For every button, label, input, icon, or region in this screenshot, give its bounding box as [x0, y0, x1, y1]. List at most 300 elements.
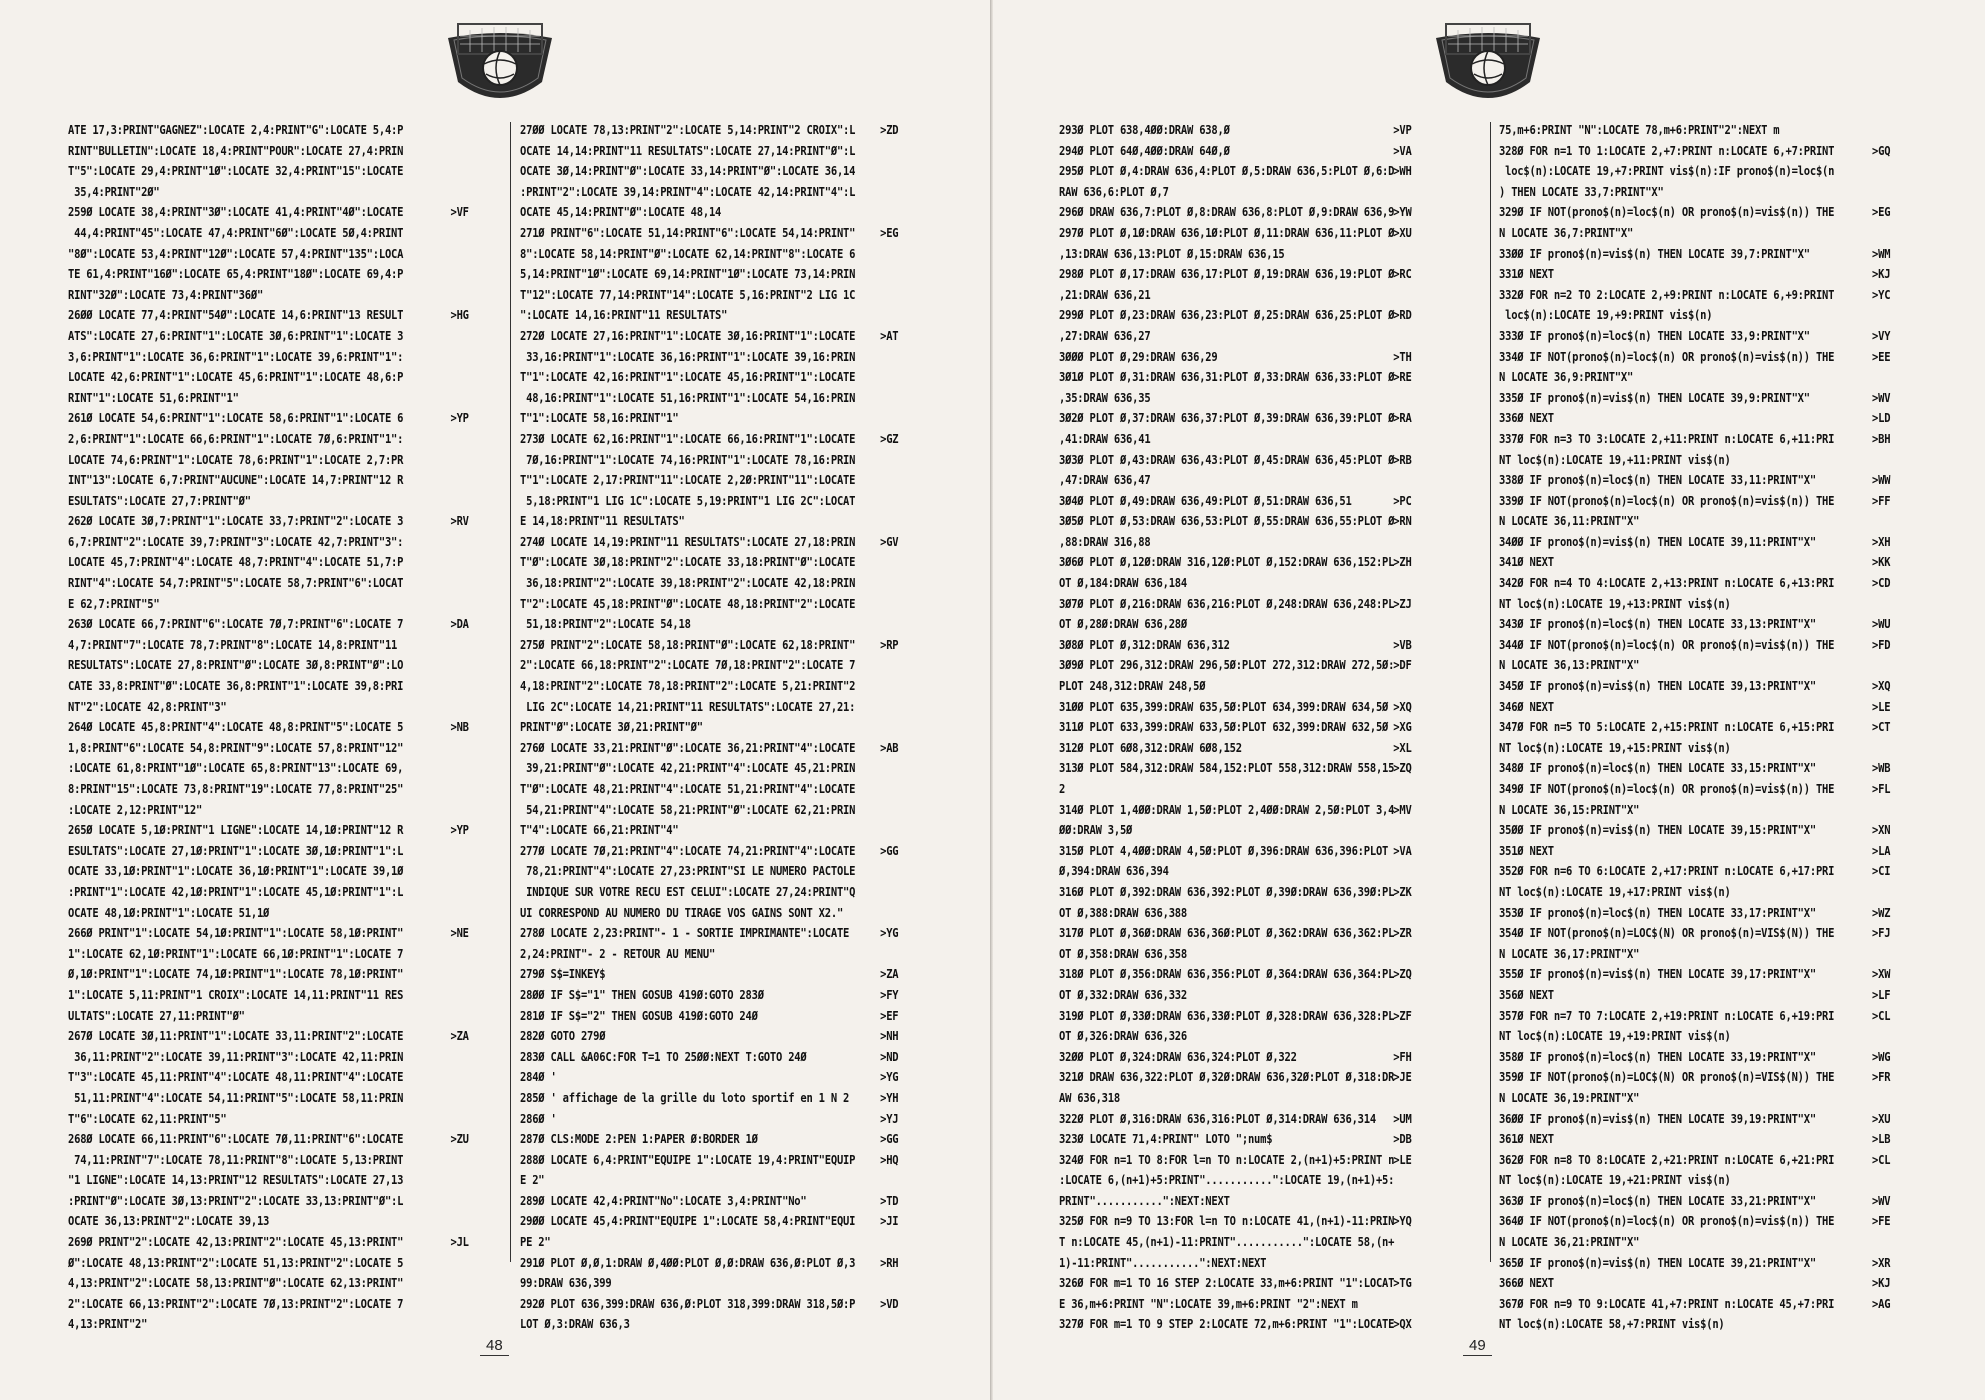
- code-line: [1059, 408, 1412, 429]
- code-text: OT Ø,358:DRAW 636,358: [1059, 946, 1188, 961]
- checksum-code: >GQ: [1872, 143, 1891, 158]
- code-text: 282Ø GOTO 279Ø: [520, 1029, 606, 1044]
- code-text: T"2":LOCATE 45,18:PRINT"Ø":LOCATE 48,18:PRINT"2":LOCATE: [520, 596, 856, 611]
- code-text: 4,13:PRINT"2":LOCATE 58,13:PRINT"Ø":LOCATE 62,13:PRINT": [68, 1276, 404, 1291]
- checksum-code: >YC: [1872, 287, 1891, 302]
- code-line: [1059, 800, 1412, 821]
- code-line: [68, 1026, 469, 1047]
- checksum-code: >VA: [1393, 843, 1412, 858]
- code-text: 1":LOCATE 5,11:PRINT"1 CROIX":LOCATE 14,11:PRINT"11 RES: [68, 987, 404, 1002]
- code-text: N LOCATE 36,9:PRINT"X": [1499, 370, 1634, 385]
- code-line: [1499, 594, 1890, 615]
- code-line: [520, 1314, 898, 1335]
- code-line: [68, 429, 469, 450]
- code-line: [68, 820, 469, 841]
- code-text: 259Ø LOCATE 38,4:PRINT"3Ø":LOCATE 41,4:PRINT"4Ø":LOCATE: [68, 205, 404, 220]
- code-text: 4,7:PRINT"7":LOCATE 78,7:PRINT"8":LOCATE 14,8:PRINT"11: [68, 637, 398, 652]
- code-text: 8":LOCATE 58,14:PRINT"Ø":LOCATE 62,14:PRINT"8":LOCATE 6: [520, 246, 856, 261]
- checksum-code: >HG: [450, 308, 469, 323]
- checksum-code: >XL: [1393, 740, 1412, 755]
- code-text: TE 61,4:PRINT"16Ø":LOCATE 65,4:PRINT"18Ø":LOCATE 69,4:P: [68, 267, 404, 282]
- code-text: T"Ø":LOCATE 3Ø,18:PRINT"2":LOCATE 33,18:PRINT"Ø":LOCATE: [520, 555, 856, 570]
- code-text: "8Ø":LOCATE 53,4:PRINT"12Ø":LOCATE 57,4:PRINT"135":LOCA: [68, 246, 404, 261]
- code-line: [1059, 223, 1412, 244]
- code-text: 28ØØ IF S$="1" THEN GOSUB 419Ø:GOTO 283Ø: [520, 987, 764, 1002]
- code-text: 366Ø NEXT: [1499, 1276, 1554, 1291]
- code-line: [68, 861, 469, 882]
- code-line: [520, 800, 898, 821]
- code-text: 325Ø FOR n=9 TO 13:FOR l=n TO n:LOCATE 41,(n+1)-11:PRIN: [1059, 1214, 1395, 1229]
- code-text: 291Ø PLOT Ø,Ø,1:DRAW Ø,4ØØ:PLOT Ø,Ø:DRAW 636,Ø:PLOT Ø,3: [520, 1255, 856, 1270]
- code-line: [520, 202, 898, 223]
- code-line: [1499, 552, 1890, 573]
- code-text: ,27:DRAW 636,27: [1059, 328, 1151, 343]
- checksum-code: >WM: [1872, 246, 1891, 261]
- code-line: [1499, 779, 1890, 800]
- code-line: [520, 861, 898, 882]
- checksum-code: >EG: [1872, 205, 1891, 220]
- code-line: [1059, 1006, 1412, 1027]
- code-text: 1)-11:PRINT"...........":NEXT:NEXT: [1059, 1255, 1267, 1270]
- code-line: [520, 285, 898, 306]
- code-line: [520, 264, 898, 285]
- code-text: 31ØØ PLOT 635,399:DRAW 635,5Ø:PLOT 634,399:DRAW 634,5Ø: [1059, 699, 1389, 714]
- code-text: 4,18:PRINT"2":LOCATE 78,18:PRINT"2":LOCATE 5,21:PRINT"2: [520, 679, 856, 694]
- code-text: T"1":LOCATE 42,16:PRINT"1":LOCATE 45,16:PRINT"1":LOCATE: [520, 370, 856, 385]
- code-line: [1499, 1026, 1890, 1047]
- code-text: 33ØØ IF prono$(n)=vis$(n) THEN LOCATE 39,7:PRINT"X": [1499, 246, 1810, 261]
- code-text: ,47:DRAW 636,47: [1059, 473, 1151, 488]
- code-line: [1059, 120, 1412, 141]
- code-text: 278Ø LOCATE 2,23:PRINT"- 1 - SORTIE IMPRIMANTE":LOCATE: [520, 926, 850, 941]
- code-text: 281Ø IF S$="2" THEN GOSUB 419Ø:GOTO 24Ø: [520, 1008, 758, 1023]
- code-line: [520, 1026, 898, 1047]
- code-line: [1059, 532, 1412, 553]
- code-text: T"4":LOCATE 66,21:PRINT"4": [520, 823, 679, 838]
- code-line: [1059, 697, 1412, 718]
- code-text: OT Ø,388:DRAW 636,388: [1059, 905, 1188, 920]
- code-text: 349Ø IF NOT(prono$(n)=loc$(n) OR prono$(n)=vis$(n)) THE: [1499, 782, 1835, 796]
- checksum-code: >WW: [1872, 473, 1891, 488]
- code-text: AW 636,318: [1059, 1090, 1120, 1105]
- code-text: :LOCATE 61,8:PRINT"1Ø":LOCATE 65,8:PRINT"13":LOCATE 69,: [68, 761, 404, 776]
- code-line: [68, 614, 469, 635]
- code-text: 3Ø8Ø PLOT Ø,312:DRAW 636,312: [1059, 637, 1230, 652]
- code-text: E 14,18:PRINT"11 RESULTATS": [520, 514, 685, 529]
- code-line: [1499, 841, 1890, 862]
- checksum-code: >YG: [880, 926, 899, 941]
- code-line: [520, 305, 898, 326]
- code-line: [1059, 779, 1412, 800]
- code-text: 26ØØ LOCATE 77,4:PRINT"54Ø":LOCATE 14,6:PRINT"13 RESULT: [68, 308, 404, 323]
- checksum-code: >PC: [1393, 493, 1412, 508]
- checksum-code: >EE: [1872, 349, 1891, 364]
- code-text: 333Ø IF prono$(n)=loc$(n) THEN LOCATE 33,9:PRINT"X": [1499, 328, 1810, 343]
- checksum-code: >AT: [880, 328, 899, 343]
- code-line: [1059, 985, 1412, 1006]
- code-line: [1499, 697, 1890, 718]
- code-text: 3ØØØ PLOT Ø,29:DRAW 636,29: [1059, 349, 1218, 364]
- code-line: [520, 1232, 898, 1253]
- code-line: [520, 614, 898, 635]
- code-line: [68, 202, 469, 223]
- code-text: 358Ø IF prono$(n)=loc$(n) THEN LOCATE 33,19:PRINT"X": [1499, 1049, 1816, 1064]
- code-line: [520, 244, 898, 265]
- code-line: [1499, 676, 1890, 697]
- code-text: 367Ø FOR n=9 TO 9:LOCATE 41,+7:PRINT n:LOCATE 45,+7:PRI: [1499, 1296, 1835, 1311]
- code-line: [68, 450, 469, 471]
- code-text: 35ØØ IF prono$(n)=vis$(n) THEN LOCATE 39,15:PRINT"X": [1499, 823, 1816, 838]
- code-line: [1499, 1006, 1890, 1027]
- code-text: 274Ø LOCATE 14,19:PRINT"11 RESULTATS":LOCATE 27,18:PRIN: [520, 534, 856, 549]
- code-text: OCATE 36,13:PRINT"2":LOCATE 39,13: [68, 1214, 270, 1229]
- code-line: [68, 1006, 469, 1027]
- code-text: :LOCATE 2,12:PRINT"12": [68, 802, 203, 817]
- code-text: 35,4:PRINT"2Ø": [68, 184, 160, 199]
- code-text: 337Ø FOR n=3 TO 3:LOCATE 2,+11:PRINT n:LOCATE 6,+11:PRI: [1499, 431, 1835, 446]
- code-line: [1499, 1088, 1890, 1109]
- code-text: 331Ø NEXT: [1499, 267, 1554, 282]
- code-line: [1059, 1067, 1412, 1088]
- code-text: RINT"BULLETIN":LOCATE 18,4:PRINT"POUR":LOCATE 27,4:PRIN: [68, 143, 404, 158]
- code-line: [520, 326, 898, 347]
- code-text: 348Ø IF prono$(n)=loc$(n) THEN LOCATE 33,15:PRINT"X": [1499, 761, 1816, 776]
- code-text: OCATE 48,1Ø:PRINT"1":LOCATE 51,1Ø: [68, 905, 270, 920]
- checksum-code: >TD: [880, 1193, 899, 1208]
- code-line: [68, 552, 469, 573]
- code-text: PRINT"...........":NEXT:NEXT: [1059, 1193, 1230, 1208]
- code-text: 319Ø PLOT Ø,33Ø:DRAW 636,33Ø:PLOT Ø,328:DRAW 636,328:PL: [1059, 1008, 1395, 1023]
- checksum-code: >YG: [880, 1070, 899, 1085]
- checksum-code: >FR: [1872, 1070, 1891, 1085]
- checksum-code: >WG: [1872, 1049, 1891, 1064]
- code-line: [1499, 655, 1890, 676]
- checksum-code: >ZR: [1393, 926, 1412, 941]
- checksum-code: >VY: [1872, 328, 1891, 343]
- code-line: [1059, 903, 1412, 924]
- code-text: 2,6:PRINT"1":LOCATE 66,6:PRINT"1":LOCATE 7Ø,6:PRINT"1":: [68, 431, 404, 446]
- code-line: [1499, 1273, 1890, 1294]
- checksum-code: >YQ: [1393, 1214, 1412, 1229]
- code-text: 3,6:PRINT"1":LOCATE 36,6:PRINT"1":LOCATE 39,6:PRINT"1":: [68, 349, 404, 364]
- code-text: ESULTATS":LOCATE 27,7:PRINT"Ø": [68, 493, 251, 508]
- code-text: 311Ø PLOT 633,399:DRAW 633,5Ø:PLOT 632,399:DRAW 632,5Ø: [1059, 720, 1389, 735]
- code-text: 273Ø LOCATE 62,16:PRINT"1":LOCATE 66,16:PRINT"1":LOCATE: [520, 431, 856, 446]
- checksum-code: >UM: [1393, 1111, 1412, 1126]
- code-text: 4,13:PRINT"2": [68, 1317, 148, 1332]
- checksum-code: >XU: [1393, 225, 1412, 240]
- code-line: [520, 1294, 898, 1315]
- code-line: [1499, 264, 1890, 285]
- code-line: [68, 305, 469, 326]
- code-text: ,21:DRAW 636,21: [1059, 287, 1151, 302]
- code-line: [68, 800, 469, 821]
- code-line: [68, 244, 469, 265]
- code-line: [520, 635, 898, 656]
- code-line: [520, 594, 898, 615]
- code-text: :LOCATE 6,(n+1)+5:PRINT"...........":LOCATE 19,(n+1)+5:: [1059, 1173, 1395, 1188]
- checksum-code: >NE: [450, 926, 469, 941]
- code-text: 335Ø IF prono$(n)=vis$(n) THEN LOCATE 39,9:PRINT"X": [1499, 390, 1810, 405]
- code-text: 316Ø PLOT Ø,392:DRAW 636,392:PLOT Ø,39Ø:DRAW 636,39Ø:PL: [1059, 884, 1395, 899]
- code-text: ATE 17,3:PRINT"GAGNEZ":LOCATE 2,4:PRINT"G":LOCATE 5,4:P: [68, 123, 404, 137]
- code-text: 32ØØ PLOT Ø,324:DRAW 636,324:PLOT Ø,322: [1059, 1049, 1297, 1064]
- checksum-code: >XH: [1872, 534, 1891, 549]
- code-line: [68, 964, 469, 985]
- code-line: [68, 388, 469, 409]
- code-line: [520, 573, 898, 594]
- code-line: [520, 429, 898, 450]
- code-text: T"1":LOCATE 58,16:PRINT"1": [520, 411, 679, 426]
- checksum-code: >LA: [1872, 843, 1891, 858]
- code-line: [1499, 120, 1890, 141]
- code-text: 359Ø IF NOT(prono$(n)=LOC$(N) OR prono$(n)=VIS$(N)) THE: [1499, 1070, 1835, 1085]
- code-text: T n:LOCATE 45,(n+1)-11:PRINT"...........":LOCATE 58,(n+: [1059, 1235, 1395, 1250]
- code-line: [520, 1211, 898, 1232]
- code-text: UI CORRESPOND AU NUMERO DU TIRAGE VOS GAINS SONT X2.": [520, 905, 844, 920]
- code-text: 326Ø FOR m=1 TO 16 STEP 2:LOCATE 33,m+6:PRINT "1":LOCAT: [1059, 1276, 1395, 1291]
- code-line: [1499, 244, 1890, 265]
- code-text: 296Ø DRAW 636,7:PLOT Ø,8:DRAW 636,8:PLOT Ø,9:DRAW 636,9: [1059, 205, 1395, 220]
- checksum-code: >RC: [1393, 267, 1412, 282]
- code-line: [68, 285, 469, 306]
- code-line: [520, 347, 898, 368]
- code-line: [520, 1088, 898, 1109]
- code-text: OT Ø,184:DRAW 636,184: [1059, 576, 1188, 591]
- code-line: [1499, 1232, 1890, 1253]
- code-line: [1499, 985, 1890, 1006]
- code-text: 364Ø IF NOT(prono$(n)=loc$(n) OR prono$(n)=vis$(n)) THE: [1499, 1214, 1835, 1229]
- code-line: [1059, 161, 1412, 182]
- checksum-code: >WZ: [1872, 905, 1891, 920]
- checksum-code: >NH: [880, 1029, 899, 1044]
- code-text: ) THEN LOCATE 33,7:PRINT"X": [1499, 184, 1664, 199]
- checksum-code: >GG: [880, 843, 899, 858]
- code-line: [1059, 1129, 1412, 1150]
- code-text: NT"2":LOCATE 42,8:PRINT"3": [68, 699, 227, 714]
- code-line: [520, 841, 898, 862]
- code-line: [520, 1129, 898, 1150]
- checksum-code: >XR: [1872, 1255, 1891, 1270]
- code-line: [68, 594, 469, 615]
- checksum-code: >ZD: [880, 123, 899, 137]
- code-text: 341Ø NEXT: [1499, 555, 1554, 570]
- code-text: N LOCATE 36,19:PRINT"X": [1499, 1090, 1640, 1105]
- code-text: 334Ø IF NOT(prono$(n)=loc$(n) OR prono$(n)=vis$(n)) THE: [1499, 349, 1835, 364]
- code-line: [1499, 491, 1890, 512]
- code-line: [1499, 820, 1890, 841]
- code-text: CATE 33,8:PRINT"Ø":LOCATE 36,8:PRINT"1":LOCATE 39,8:PRI: [68, 679, 404, 694]
- code-text: 283Ø CALL &A06C:FOR T=1 TO 25ØØ:NEXT T:GOTO 24Ø: [520, 1049, 807, 1064]
- code-line: [68, 1047, 469, 1068]
- code-line: [1499, 717, 1890, 738]
- code-text: 99:DRAW 636,399: [520, 1276, 612, 1291]
- code-text: OCATE 33,1Ø:PRINT"1":LOCATE 36,1Ø:PRINT"1":LOCATE 39,1Ø: [68, 864, 404, 879]
- code-line: [1059, 326, 1412, 347]
- code-line: [68, 697, 469, 718]
- code-line: [68, 779, 469, 800]
- code-line: [1059, 861, 1412, 882]
- code-text: 342Ø FOR n=4 TO 4:LOCATE 2,+13:PRINT n:LOCATE 6,+13:PRI: [1499, 576, 1835, 591]
- code-text: N LOCATE 36,13:PRINT"X": [1499, 658, 1640, 673]
- code-line: [1059, 1109, 1412, 1130]
- code-text: :PRINT"2":LOCATE 39,14:PRINT"4":LOCATE 42,14:PRINT"4":L: [520, 184, 856, 199]
- code-line: [1059, 1294, 1412, 1315]
- code-line: [68, 408, 469, 429]
- code-line: [1059, 450, 1412, 471]
- code-line: [1059, 964, 1412, 985]
- code-line: [1499, 161, 1890, 182]
- checksum-code: >GV: [880, 534, 899, 549]
- code-text: ESULTATS":LOCATE 27,1Ø:PRINT"1":LOCATE 3Ø,1Ø:PRINT"1":L: [68, 843, 404, 858]
- code-line: [1059, 1273, 1412, 1294]
- code-text: 36ØØ IF prono$(n)=vis$(n) THEN LOCATE 39,19:PRINT"X": [1499, 1111, 1816, 1126]
- code-line: [1499, 511, 1890, 532]
- code-text: 2":LOCATE 66,18:PRINT"2":LOCATE 7Ø,18:PRINT"2":LOCATE 7: [520, 658, 856, 673]
- code-line: [1499, 1211, 1890, 1232]
- column-divider: [1490, 122, 1491, 1262]
- page-number: 48: [480, 1337, 509, 1356]
- checksum-code: >HQ: [880, 1152, 899, 1167]
- code-text: ,35:DRAW 636,35: [1059, 390, 1151, 405]
- code-line: [1059, 264, 1412, 285]
- checksum-code: >ZJ: [1393, 596, 1412, 611]
- code-text: 329Ø IF NOT(prono$(n)=loc$(n) OR prono$(n)=vis$(n)) THE: [1499, 205, 1835, 220]
- code-line: [68, 491, 469, 512]
- code-line: [1059, 1088, 1412, 1109]
- code-line: [1499, 903, 1890, 924]
- checksum-code: >YJ: [880, 1111, 899, 1126]
- code-line: [68, 655, 469, 676]
- code-text: RINT"4":LOCATE 54,7:PRINT"5":LOCATE 58,7:PRINT"6":LOCAT: [68, 576, 404, 591]
- code-text: ATS":LOCATE 27,6:PRINT"1":LOCATE 3Ø,6:PRINT"1":LOCATE 3: [68, 328, 404, 343]
- code-line: [68, 1067, 469, 1088]
- checksum-code: >TG: [1393, 1276, 1412, 1291]
- code-text: 74,11:PRINT"7":LOCATE 78,11:PRINT"8":LOCATE 5,13:PRINT: [68, 1152, 404, 1167]
- code-line: [1059, 552, 1412, 573]
- code-line: [1499, 1150, 1890, 1171]
- checksum-code: >RP: [880, 637, 899, 652]
- code-line: [1059, 511, 1412, 532]
- code-line: [1499, 614, 1890, 635]
- code-line: [520, 1273, 898, 1294]
- checksum-code: >EF: [880, 1008, 899, 1023]
- code-line: [1059, 717, 1412, 738]
- code-line: [68, 511, 469, 532]
- code-text: LOT Ø,3:DRAW 636,3: [520, 1317, 630, 1332]
- code-text: 347Ø FOR n=5 TO 5:LOCATE 2,+15:PRINT n:LOCATE 6,+15:PRI: [1499, 720, 1835, 735]
- checksum-code: >AB: [880, 740, 899, 755]
- code-text: 323Ø LOCATE 71,4:PRINT" LOTO ";num$: [1059, 1132, 1273, 1147]
- code-text: 48,16:PRINT"1":LOCATE 51,16:PRINT"1":LOCATE 54,16:PRIN: [520, 390, 856, 405]
- volleyball-net-emblem-icon: [1428, 10, 1548, 120]
- code-text: ,13:DRAW 636,13:PLOT Ø,15:DRAW 636,15: [1059, 246, 1285, 261]
- code-text: 292Ø PLOT 636,399:DRAW 636,Ø:PLOT 318,399:DRAW 318,5Ø:P: [520, 1296, 856, 1311]
- code-line: [1059, 882, 1412, 903]
- code-line: [520, 552, 898, 573]
- checksum-code: >VB: [1393, 637, 1412, 652]
- code-text: 5,14:PRINT"1Ø":LOCATE 69,14:PRINT"1Ø":LOCATE 73,14:PRIN: [520, 267, 856, 282]
- code-line: [1059, 676, 1412, 697]
- code-line: [520, 182, 898, 203]
- code-text: NT loc$(n):LOCATE 19,+11:PRINT vis$(n): [1499, 452, 1731, 467]
- code-text: PE 2": [520, 1235, 551, 1250]
- code-text: 75,m+6:PRINT "N":LOCATE 78,m+6:PRINT"2":NEXT m: [1499, 123, 1780, 137]
- checksum-code: >NB: [450, 720, 469, 735]
- code-line: [520, 450, 898, 471]
- code-text: RAW 636,6:PLOT Ø,7: [1059, 184, 1169, 199]
- code-text: 312Ø PLOT 6Ø8,312:DRAW 6Ø8,152: [1059, 740, 1242, 755]
- code-line: [520, 758, 898, 779]
- code-line: [68, 1273, 469, 1294]
- checksum-code: >FY: [880, 987, 899, 1002]
- code-line: [1499, 305, 1890, 326]
- code-line: [68, 120, 469, 141]
- checksum-code: >DA: [450, 617, 469, 632]
- code-line: [1059, 347, 1412, 368]
- code-text: 3Ø9Ø PLOT 296,312:DRAW 296,5Ø:PLOT 272,312:DRAW 272,5Ø:: [1059, 658, 1395, 673]
- code-text: RINT"1":LOCATE 51,6:PRINT"1": [68, 390, 239, 405]
- code-line: [1499, 326, 1890, 347]
- code-line: [1059, 1191, 1412, 1212]
- code-text: ULTATS":LOCATE 27,11:PRINT"Ø": [68, 1008, 245, 1023]
- code-line: [1499, 923, 1890, 944]
- checksum-code: >ZF: [1393, 1008, 1412, 1023]
- code-text: Ø,394:DRAW 636,394: [1059, 864, 1169, 879]
- code-text: 346Ø NEXT: [1499, 699, 1554, 714]
- code-text: 289Ø LOCATE 42,4:PRINT"No":LOCATE 3,4:PRINT"No": [520, 1193, 807, 1208]
- code-line: [1499, 1191, 1890, 1212]
- code-text: 314Ø PLOT 1,4ØØ:DRAW 1,5Ø:PLOT 2,4ØØ:DRAW 2,5Ø:PLOT 3,4: [1059, 802, 1395, 817]
- code-text: 295Ø PLOT Ø,4:DRAW 636,4:PLOT Ø,5:DRAW 636,5:PLOT Ø,6:D: [1059, 164, 1395, 179]
- code-text: PRINT"Ø":LOCATE 3Ø,21:PRINT"Ø": [520, 720, 703, 735]
- checksum-code: >CT: [1872, 720, 1891, 735]
- code-text: :PRINT"Ø":LOCATE 3Ø,13:PRINT"2":LOCATE 33,13:PRINT"Ø":L: [68, 1193, 404, 1208]
- code-text: 3Ø1Ø PLOT Ø,31:DRAW 636,31:PLOT Ø,33:DRAW 636,33:PLOT Ø: [1059, 370, 1395, 385]
- code-text: 336Ø NEXT: [1499, 411, 1554, 426]
- code-text: 275Ø PRINT"2":LOCATE 58,18:PRINT"Ø":LOCATE 62,18:PRINT": [520, 637, 856, 652]
- code-text: 279Ø S$=INKEY$: [520, 967, 606, 982]
- code-line: [1059, 1253, 1412, 1274]
- code-text: 318Ø PLOT Ø,356:DRAW 636,356:PLOT Ø,364:DRAW 636,364:PL: [1059, 967, 1395, 982]
- checksum-code: >ZH: [1393, 555, 1412, 570]
- code-line: [520, 779, 898, 800]
- code-text: NT loc$(n):LOCATE 19,+15:PRINT vis$(n): [1499, 740, 1731, 755]
- checksum-code: >GZ: [880, 431, 899, 446]
- checksum-code: >KJ: [1872, 1276, 1891, 1291]
- code-text: loc$(n):LOCATE 19,+9:PRINT vis$(n): [1499, 308, 1713, 323]
- code-text: 78,21:PRINT"4":LOCATE 27,23:PRINT"SI LE NUMERO PACTOLE: [520, 864, 856, 879]
- code-column-1: [1059, 120, 1469, 1335]
- code-text: 355Ø IF prono$(n)=vis$(n) THEN LOCATE 39,17:PRINT"X": [1499, 967, 1816, 982]
- code-text: 51,18:PRINT"2":LOCATE 54,18: [520, 617, 691, 632]
- code-text: 265Ø LOCATE 5,1Ø:PRINT"1 LIGNE":LOCATE 14,1Ø:PRINT"12 R: [68, 823, 404, 838]
- code-line: [1499, 367, 1890, 388]
- code-line: [520, 738, 898, 759]
- code-line: [68, 470, 469, 491]
- code-line: [1499, 182, 1890, 203]
- code-text: 344Ø IF NOT(prono$(n)=loc$(n) OR prono$(n)=vis$(n)) THE: [1499, 637, 1835, 652]
- code-text: 294Ø PLOT 64Ø,4ØØ:DRAW 64Ø,Ø: [1059, 143, 1230, 158]
- code-text: 272Ø LOCATE 27,16:PRINT"1":LOCATE 3Ø,16:PRINT"1":LOCATE: [520, 328, 856, 343]
- code-line: [1059, 1047, 1412, 1068]
- code-line: [520, 655, 898, 676]
- code-line: [68, 1253, 469, 1274]
- code-text: 3Ø4Ø PLOT Ø,49:DRAW 636,49:PLOT Ø,51:DRAW 636,51: [1059, 493, 1352, 508]
- code-line: [68, 1294, 469, 1315]
- code-text: OCATE 45,14:PRINT"Ø":LOCATE 48,14: [520, 205, 722, 220]
- code-text: 2":LOCATE 66,13:PRINT"2":LOCATE 7Ø,13:PRINT"2":LOCATE 7: [68, 1296, 404, 1311]
